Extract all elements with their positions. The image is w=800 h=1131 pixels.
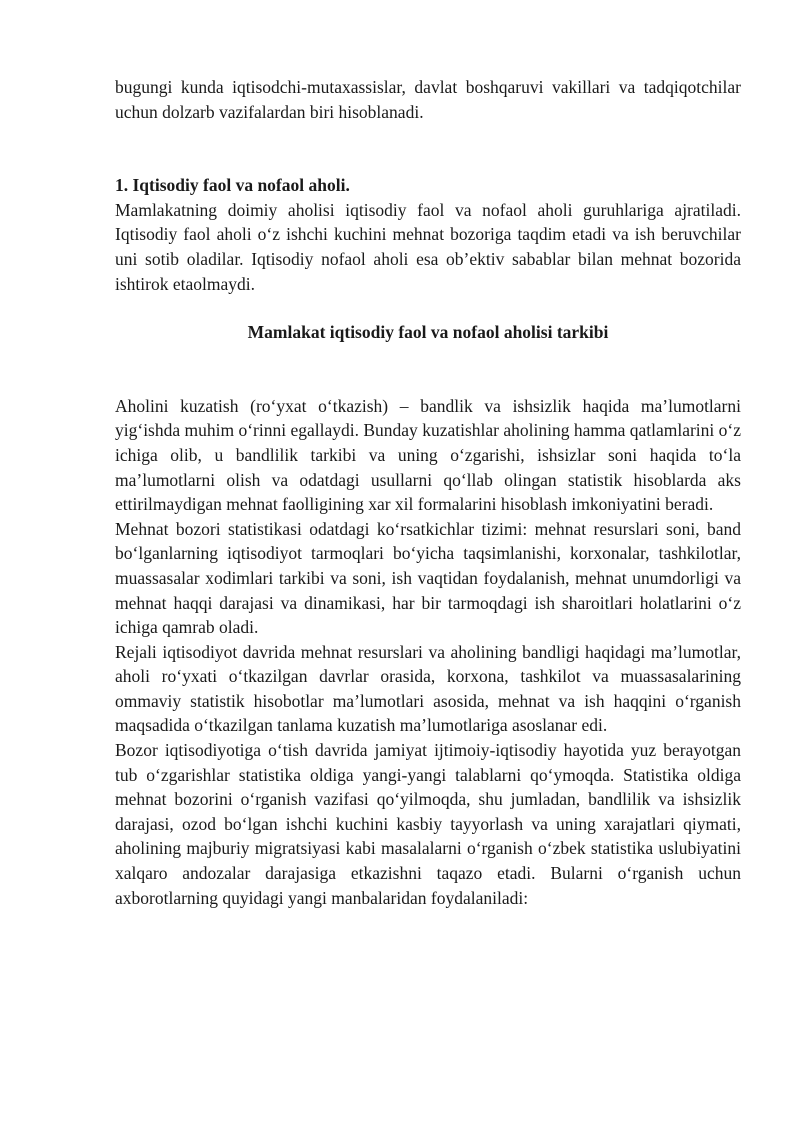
spacer	[115, 296, 741, 320]
section-paragraph: Mamlakatning doimiy aholisi iqtisodiy faol va nofaol aholi guruhlariga ajratiladi. Iqtisodiy faol aholi o‘z ishchi kuchini mehnat bozoriga taqdim etadi va ish beruvchilar uni sotib oladilar. Iqtisodiy nofaol aholi esa ob’ektiv sabablar bilan mehnat bozorida ishtirok etaolmaydi.	[115, 199, 741, 294]
spacer	[115, 124, 741, 173]
body-paragraph: Mehnat bozori statistikasi odatdagi ko‘rsatkichlar tizimi: mehnat resurslari soni, band bo‘lganlarning iqtisodiyot tarmoqlari bo‘yicha taqsimlanishi, korxonalar, tashkilotlar, muassasalar xodimlari tarkibi va soni, ish vaqtidan foydalanish, mehnat unumdorligi va mehnat haqqi darajasi va dinamikasi, har bir tarmoqdagi ish sharoitlari holatlarini o‘z ichiga qamrab oladi.	[115, 518, 741, 638]
body-paragraph: Bozor iqtisodiyotiga o‘tish davrida jamiyat ijtimoiy-iqtisodiy hayotida yuz berayotgan tub o‘zgarishlar statistika oldiga yangi-yangi talablarni qo‘ymoqda. Statistika oldiga mehnat bozorini o‘rganish vazifasi qo‘yilmoqda, shu jumladan, bandlilik va ishsizlik darajasi, ozod bo‘lgan ishchi kuchini kasbiy tayyorlash va uning xarajatlari qiymati, aholining majburiy migratsiyasi kabi masalalarni o‘rganish o‘zbek statistika uslubiyatini xalqaro andozalar darajasiga etkazishni taqazo etadi. Bularni o‘rganish uchun axborotlarning quyidagi yangi manbalaridan foydalaniladi:	[115, 740, 741, 908]
intro-paragraph: bugungi kunda iqtisodchi-mutaxassislar, davlat boshqaruvi vakillari va tadqiqotchilar uchun dolzarb vazifalardan biri hisoblanadi.	[115, 77, 741, 122]
section-heading: 1. Iqtisodiy faol va nofaol aholi.	[115, 175, 350, 196]
centered-title: Mamlakat iqtisodiy faol va nofaol aholisi tarkibi	[247, 322, 609, 343]
document-page	[115, 75, 741, 910]
body-paragraph: Rejali iqtisodiyot davrida mehnat resurslari va aholining bandligi haqidagi ma’lumotlar, aholi ro‘yxati o‘tkazilgan davrlar orasida, korxona, tashkilot va muassasalarining ommaviy statistik hisobotlar ma’lumotlari asosida, mehnat va ish haqqini o‘rganish maqsadida o‘tkazilgan tanlama kuzatish ma’lumotlariga asoslanar edi.	[115, 641, 741, 736]
spacer	[115, 345, 741, 394]
body-paragraph: Aholini kuzatish (ro‘yxat o‘tkazish) – bandlik va ishsizlik haqida ma’lumotlarni yig‘ishda muhim o‘rinni egallaydi. Bunday kuzatishlar aholining hamma qatlamlarini o‘z ichiga olib, u bandlilik tarkibi va uning o‘zgarishi, ishsizlar soni haqida to‘la ma’lumotlarni olish va odatdagi usullarni qo‘llab olingan statistik hisoblarda aks ettirilmaydigan mehnat faolligining xar xil formalarini hisoblash imkoniyatini beradi.	[115, 395, 741, 515]
